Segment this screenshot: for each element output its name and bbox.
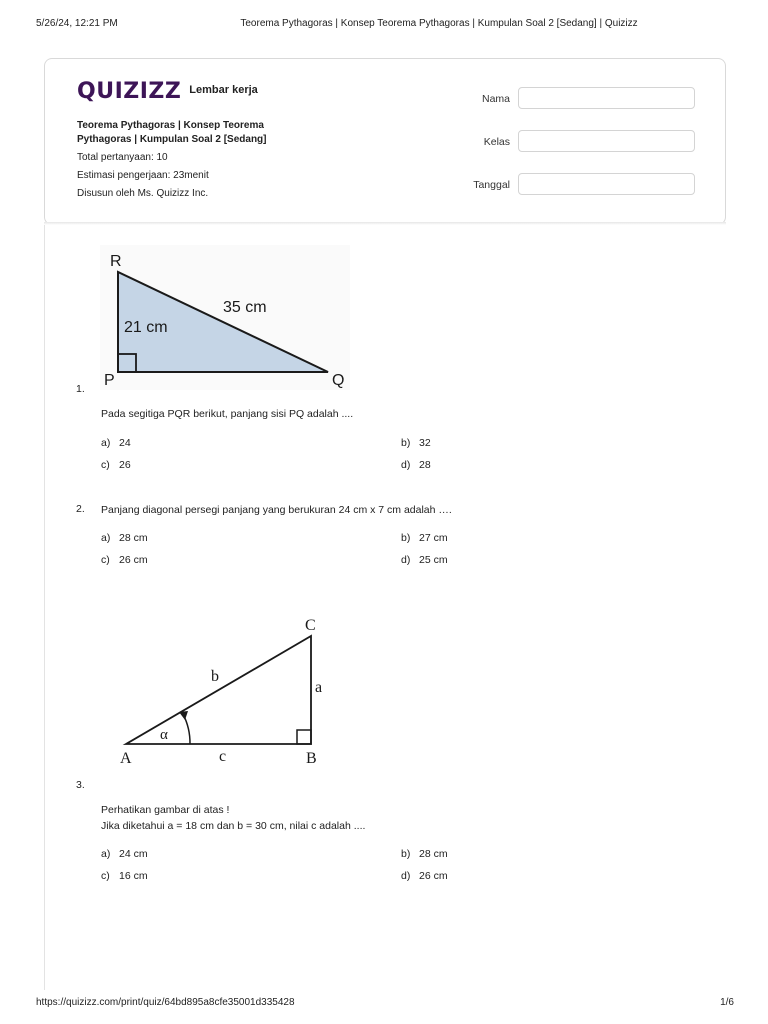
class-label: Kelas [483,136,510,148]
option-value: 32 [419,437,431,449]
angle-alpha-label: α [160,727,168,743]
option-letter: d) [401,459,411,471]
right-angle-marker [297,730,311,744]
option-letter: d) [401,554,411,566]
option-letter: b) [401,848,411,860]
question-1-option-b[interactable] [401,437,431,449]
vertex-r-label: R [110,253,122,270]
option-value: 24 [119,437,131,449]
option-letter: c) [101,870,110,882]
question-1-option-d[interactable] [401,459,431,471]
question-1-option-a[interactable] [101,437,131,449]
option-letter: c) [101,459,110,471]
date-field[interactable] [518,173,695,195]
question-2-option-a[interactable] [101,532,148,544]
total-questions: Total pertanyaan: 10 [77,152,168,163]
worksheet-subtitle: Lembar kerja [189,83,258,96]
option-letter: b) [401,437,411,449]
vertex-q-label: Q [332,372,345,389]
triangle-pqr-figure [100,245,350,390]
logo-text: QUIZIZZ [77,79,182,104]
question-1-text: Pada segitiga PQR berikut, panjang sisi PQ adalah .... [101,408,354,420]
question-3-text-line-2: Jika diketahui a = 18 cm dan b = 30 cm, nilai c adalah .... [101,820,366,832]
print-page-number: 1/6 [720,997,734,1008]
print-doc-title: Teorema Pythagoras | Konsep Teorema Pythagoras | Kumpulan Soal 2 [Sedang] | Quizizz [240,18,638,29]
question-2-option-b[interactable] [401,532,448,544]
option-letter: a) [101,437,111,449]
option-value: 26 [119,459,131,471]
triangle-shape [126,636,311,744]
side-rq-label: 35 cm [223,299,267,316]
header-divider [44,222,726,225]
author: Disusun oleh Ms. Quizizz Inc. [77,188,209,199]
estimated-time: Estimasi pengerjaan: 23menit [77,170,209,181]
option-value: 28 cm [119,532,148,544]
vertex-c-label: C [305,617,316,634]
quiz-title: Teorema Pythagoras | Konsep Teorema Pythagoras | Kumpulan Soal 2 [Sedang] [77,120,267,145]
question-3-option-d[interactable] [401,870,448,882]
angle-arrow-icon [179,711,188,720]
option-value: 16 cm [119,870,148,882]
option-value: 24 cm [119,848,148,860]
question-1-number: 1. [76,383,85,395]
question-3-option-b[interactable] [401,848,448,860]
option-value: 27 cm [419,532,448,544]
option-letter: c) [101,554,110,566]
option-letter: a) [101,848,111,860]
name-label: Nama [481,93,510,105]
option-letter: d) [401,870,411,882]
option-value: 25 cm [419,554,448,566]
vertex-p-label: P [104,372,115,389]
question-3-option-a[interactable] [101,848,148,860]
class-field[interactable] [518,130,695,152]
question-2-number: 2. [76,503,85,515]
side-rp-label: 21 cm [124,319,168,336]
print-url: https://quizizz.com/print/quiz/64bd895a8cfe35001d335428 [36,997,295,1008]
name-field[interactable] [518,87,695,109]
question-1-option-c[interactable] [101,459,131,471]
question-2-option-d[interactable] [401,554,448,566]
option-letter: b) [401,532,411,544]
page-border [44,225,45,990]
option-value: 26 cm [119,554,148,566]
option-value: 28 [419,459,431,471]
option-value: 28 cm [419,848,448,860]
side-b-label: b [211,668,219,685]
question-3-number: 3. [76,779,85,791]
option-letter: a) [101,532,111,544]
option-value: 26 cm [419,870,448,882]
worksheet-header-card [44,58,726,225]
question-3-text-line-1: Perhatikan gambar di atas ! [101,804,230,816]
vertex-b-label: B [306,750,317,767]
vertex-a-label: A [120,750,132,767]
quizizz-logo [77,79,258,104]
question-3-option-c[interactable] [101,870,148,882]
triangle-abc-figure [112,610,332,770]
question-2-option-c[interactable] [101,554,148,566]
side-c-label: c [219,748,227,765]
print-datetime: 5/26/24, 12:21 PM [36,18,118,29]
side-a-label: a [315,679,323,696]
question-2-text: Panjang diagonal persegi panjang yang berukuran 24 cm x 7 cm adalah …. [101,504,452,516]
date-label: Tanggal [473,179,510,191]
